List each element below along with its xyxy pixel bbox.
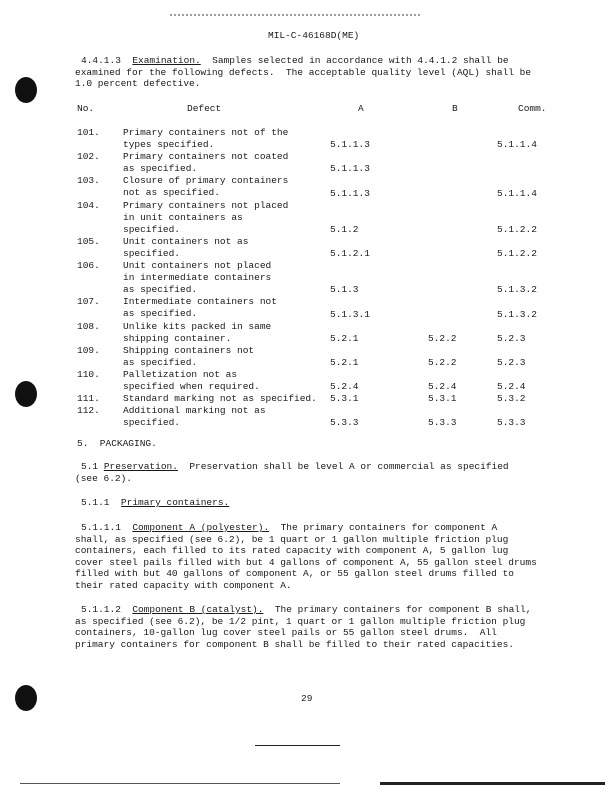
section-4413 (75, 55, 545, 90)
defect-number: 107. (77, 296, 100, 308)
text-body: shall, as specified (see 6.2), be 1 quart or 1 gallon multiple friction plug containers, each filled to its rated capacity with component A, 5 gallon lug cover steel pails filled with but 4 gallons of component A, 55 gallon steel drums filled with but 40 gallons of component A, or 55 gallon steel drums filled to their rated capacity with component A. (75, 533, 537, 591)
ref-comm: 5.1.2.2 (497, 248, 537, 259)
section-number: 4.4.1.3 (81, 55, 121, 66)
section-51 (75, 461, 545, 484)
header-a: A (358, 103, 364, 114)
header-no: No. (77, 103, 95, 114)
defect-description: Shipping containers not as specified. (123, 344, 255, 368)
ref-a: 5.1.1.3 (330, 163, 370, 175)
document-id: MIL-C-46168D(ME) (268, 30, 360, 41)
text-line: Preservation shall be level A or commercial as specified (189, 461, 509, 472)
ref-comm: 5.2.3 (497, 356, 526, 368)
defect-number: 101. (77, 127, 100, 138)
section-number: 5.1 (81, 461, 99, 472)
defect-number: 108. (77, 320, 100, 332)
text-body: as specified (see 6.2), be 1/2 pint, 1 quart or 1 gallon multiple friction plug containers, 10-gallon lug cover steel pails or 55 gallon steel drums. All primary containers for component B shall be filled to their rated capacities. (75, 615, 526, 650)
defect-description: Unlike kits packed in same shipping container. (123, 320, 272, 344)
text-line: 1.0 percent defective. (75, 78, 201, 89)
defect-description: Intermediate containers not as specified. (123, 296, 277, 320)
defect-description: Unit containers not as specified. (123, 235, 249, 259)
section-5112 (75, 604, 545, 650)
defect-number: 102. (77, 151, 100, 163)
ref-a: 5.1.3.1 (330, 308, 370, 320)
section-title: Component B (catalyst). (132, 604, 264, 615)
ref-a: 5.1.1.3 (330, 187, 370, 199)
ref-comm: 5.3.2 (497, 393, 526, 405)
defect-number: 112. (77, 405, 100, 417)
defect-number: 104. (77, 199, 100, 211)
section-title: Examination. (132, 55, 201, 66)
ref-a: 5.2.1 (330, 356, 359, 368)
page-number: 29 (301, 693, 313, 704)
ref-a: 5.1.1.3 (330, 139, 370, 151)
header-defect: Defect (187, 103, 222, 114)
text-line: Samples selected in accordance with 4.4.1.2 shall be (212, 55, 509, 66)
section-5-heading: 5. PACKAGING. (77, 438, 157, 449)
ref-comm: 5.2.3 (497, 332, 526, 344)
ref-b: 5.2.2 (428, 356, 457, 368)
ref-comm: 5.3.3 (497, 417, 526, 429)
defect-number: 111. (77, 393, 100, 405)
section-number: 5.1.1.2 (81, 604, 121, 615)
scan-artifact-line (380, 782, 605, 785)
defect-number: 103. (77, 175, 100, 187)
defect-number: 109. (77, 344, 100, 356)
defect-description: Unit containers not placed in intermediate containers as specified. (123, 260, 272, 296)
section-5111 (75, 522, 545, 591)
punch-hole (15, 381, 37, 407)
ref-comm: 5.1.1.4 (497, 187, 537, 199)
ref-b: 5.3.3 (428, 417, 457, 429)
ref-b: 5.2.2 (428, 332, 457, 344)
defect-description: Closure of primary containers not as specified. (123, 175, 289, 199)
defect-description: Primary containers not of the types specified. (123, 127, 289, 151)
section-511 (75, 497, 545, 509)
ref-comm: 5.1.1.4 (497, 139, 537, 151)
ref-a: 5.1.2.1 (330, 248, 370, 259)
ref-comm: 5.1.3.2 (497, 284, 537, 296)
text-line: The primary containers for component B shall, (274, 604, 532, 615)
defect-number: 106. (77, 260, 100, 272)
ref-comm: 5.1.3.2 (497, 308, 537, 320)
defect-number: 105. (77, 235, 100, 247)
section-number: 5.1.1.1 (81, 522, 121, 533)
text-line: examined for the following defects. The acceptable quality level (AQL) shall be (75, 66, 532, 78)
defect-description: Palletization not as specified when required. (123, 369, 260, 393)
ref-a: 5.1.2 (330, 223, 359, 235)
section-title: Preservation. (103, 461, 178, 472)
punch-hole (15, 77, 37, 103)
ref-a: 5.2.4 (330, 381, 359, 393)
defect-number: 110. (77, 369, 100, 380)
ref-a: 5.1.3 (330, 284, 359, 296)
header-comm: Comm. (518, 103, 547, 114)
header-b: B (452, 103, 458, 114)
scan-artifact-header (170, 14, 420, 21)
scan-artifact-line (20, 783, 340, 784)
scan-artifact-line (255, 745, 340, 746)
defect-description: Primary containers not coated as specified. (123, 151, 289, 175)
section-title: Component A (polyester). (132, 522, 270, 533)
text-line: The primary containers for component A (280, 522, 498, 533)
text-line: (see 6.2). (75, 472, 133, 484)
ref-b: 5.3.1 (428, 393, 457, 405)
ref-a: 5.3.1 (330, 393, 359, 405)
ref-a: 5.2.1 (330, 332, 359, 344)
defect-description: Standard marking not as specified. (123, 393, 317, 405)
section-number: 5.1.1 (81, 497, 110, 508)
ref-comm: 5.1.2.2 (497, 223, 537, 235)
ref-b: 5.2.4 (428, 381, 457, 393)
defect-description: Additional marking not as specified. (123, 405, 266, 429)
punch-hole (15, 685, 37, 711)
defect-description: Primary containers not placed in unit containers as specified. (123, 199, 289, 235)
ref-comm: 5.2.4 (497, 381, 526, 393)
section-title: Primary containers. (120, 497, 230, 508)
ref-a: 5.3.3 (330, 417, 359, 429)
